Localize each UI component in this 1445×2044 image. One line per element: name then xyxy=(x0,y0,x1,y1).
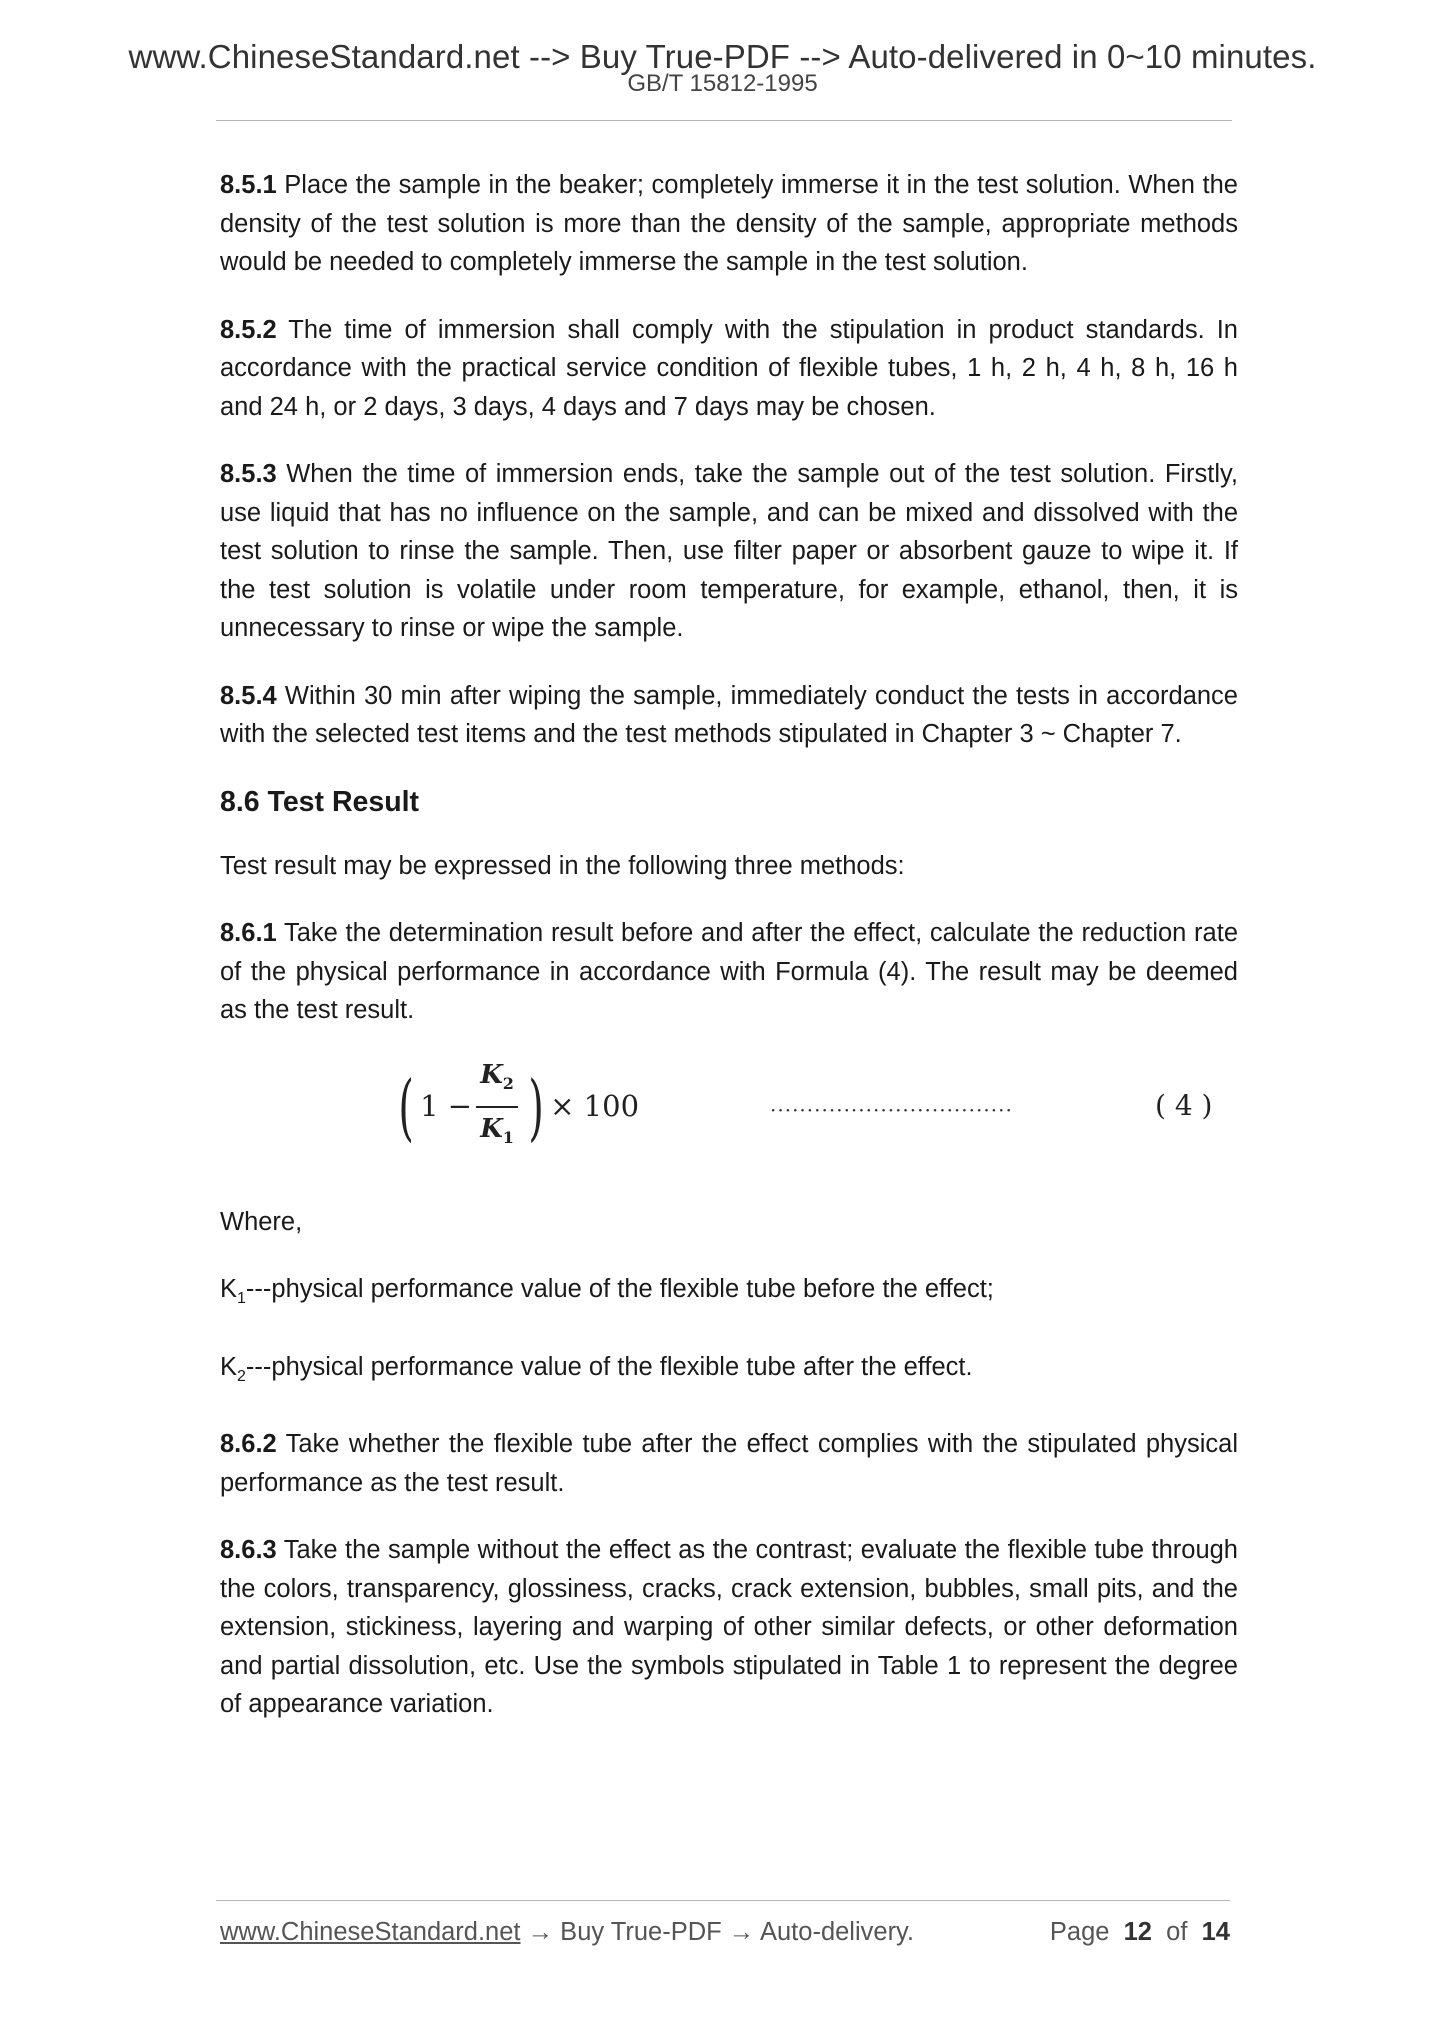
section-intro: Test result may be expressed in the following three methods: xyxy=(220,851,905,880)
top-banner: www.ChineseStandard.net --> Buy True-PDF --> Auto-delivered in 0~10 minutes. xyxy=(128,38,1317,75)
clause-text: Within 30 min after wiping the sample, immediately conduct the tests in accordance with the selected test items and the test methods stipulated in Chapter 3 ~ Chapter 7. xyxy=(220,681,1238,748)
clause-8-6-1 xyxy=(220,914,1238,1030)
clause-8-5-4 xyxy=(220,677,1238,754)
clause-text: Place the sample in the beaker; completely immerse it in the test solution. When the density of the test solution is more than the density of the sample, appropriate methods would be needed to completely immerse the sample in the test solution. xyxy=(220,171,1238,276)
clause-number: 8.6.2 xyxy=(220,1430,277,1459)
total-pages: 14 xyxy=(1201,1918,1230,1946)
clause-number: 8.5.4 xyxy=(220,681,277,710)
standard-code: GB/T 15812-1995 xyxy=(627,70,818,97)
clause-8-5-1 xyxy=(220,166,1238,282)
clause-8-6-3 xyxy=(220,1531,1238,1724)
clause-number: 8.5.3 xyxy=(220,460,277,488)
where-label: Where, xyxy=(220,1207,303,1236)
formula-one-minus: 1 − xyxy=(420,1089,473,1124)
section-heading: 8.6 Test Result xyxy=(220,785,420,818)
page-footer xyxy=(220,1918,1230,1947)
formula-4 xyxy=(220,1059,1238,1169)
page-indicator: Page 12 of 14 xyxy=(1049,1918,1230,1946)
definition-k2: $K_2--$-physical performance value of the flexible tube after the effect. xyxy=(220,1352,973,1385)
current-page: 12 xyxy=(1123,1918,1152,1946)
formula-times: × 100 xyxy=(550,1089,640,1124)
header-divider xyxy=(216,120,1232,121)
close-paren: ) xyxy=(528,1064,544,1149)
clause-8-5-3 xyxy=(220,455,1238,648)
page-content xyxy=(220,166,1238,1753)
formula-number: ( 4 ) xyxy=(1155,1088,1213,1122)
clause-8-6-2 xyxy=(220,1425,1238,1502)
formula-leader-dots: ································· xyxy=(770,1097,1013,1122)
clause-number: 8.6.3 xyxy=(220,1536,277,1565)
formula-fraction xyxy=(476,1056,518,1157)
clause-8-5-2 xyxy=(220,311,1238,427)
open-paren: ( xyxy=(398,1064,414,1149)
footer-promo xyxy=(220,1918,914,1946)
fraction-bar xyxy=(476,1106,518,1108)
footer-tail: → Buy True-PDF → Auto-delivery. xyxy=(520,1918,914,1946)
clause-text: Take the determination result before and after the effect, calculate the reduction rate of the physical performance in accordance with Formula (4). The result may be deemed as the test result. xyxy=(220,919,1238,1024)
clause-text: Take the sample without the effect as the contrast; evaluate the flexible tube through the colors, transparency, glossiness, cracks, crack extension, bubbles, small pits, and the extension, stickiness, layering and warping of other similar defects, or other deformation and partial dissolution, etc. Use the symbols stipulated in Table 1 to represent the degree of appearance variation. xyxy=(220,1536,1238,1719)
footer-site-link[interactable]: www.ChineseStandard.net xyxy=(220,1918,521,1946)
clause-text: When the time of immersion ends, take the sample out of the test solution. Firstly, use liquid that has no influence on the sample, and can be mixed and dissolved with the test solution to rinse the sample. Then, use filter paper or absorbent gauze to wipe it. If the test solution is volatile under room temperature, for example, ethanol, then, it is unnecessary to rinse or wipe the sample. xyxy=(220,460,1238,642)
footer-divider xyxy=(216,1900,1230,1901)
definition-k1: $K_1--$-physical performance value of the flexible tube before the effect; xyxy=(220,1275,994,1308)
fraction-numerator: $K_2$ xyxy=(480,1059,514,1093)
clause-text: The time of immersion shall comply with the stipulation in product standards. In accordance with the practical service condition of flexible tubes, 1 h, 2 h, 4 h, 8 h, 16 h and 24 h, or 2 days, 3 days, 4 days and 7 days may be chosen. xyxy=(220,315,1238,421)
clause-number: 8.5.2 xyxy=(220,315,277,344)
clause-number: 8.6.1 xyxy=(220,919,277,947)
formula-expression xyxy=(392,1059,640,1149)
fraction-denominator: $K_1$ xyxy=(480,1113,514,1147)
clause-text: Take whether the flexible tube after the effect complies with the stipulated physical performance as the test result. xyxy=(220,1430,1238,1497)
clause-number: 8.5.1 xyxy=(220,171,277,199)
